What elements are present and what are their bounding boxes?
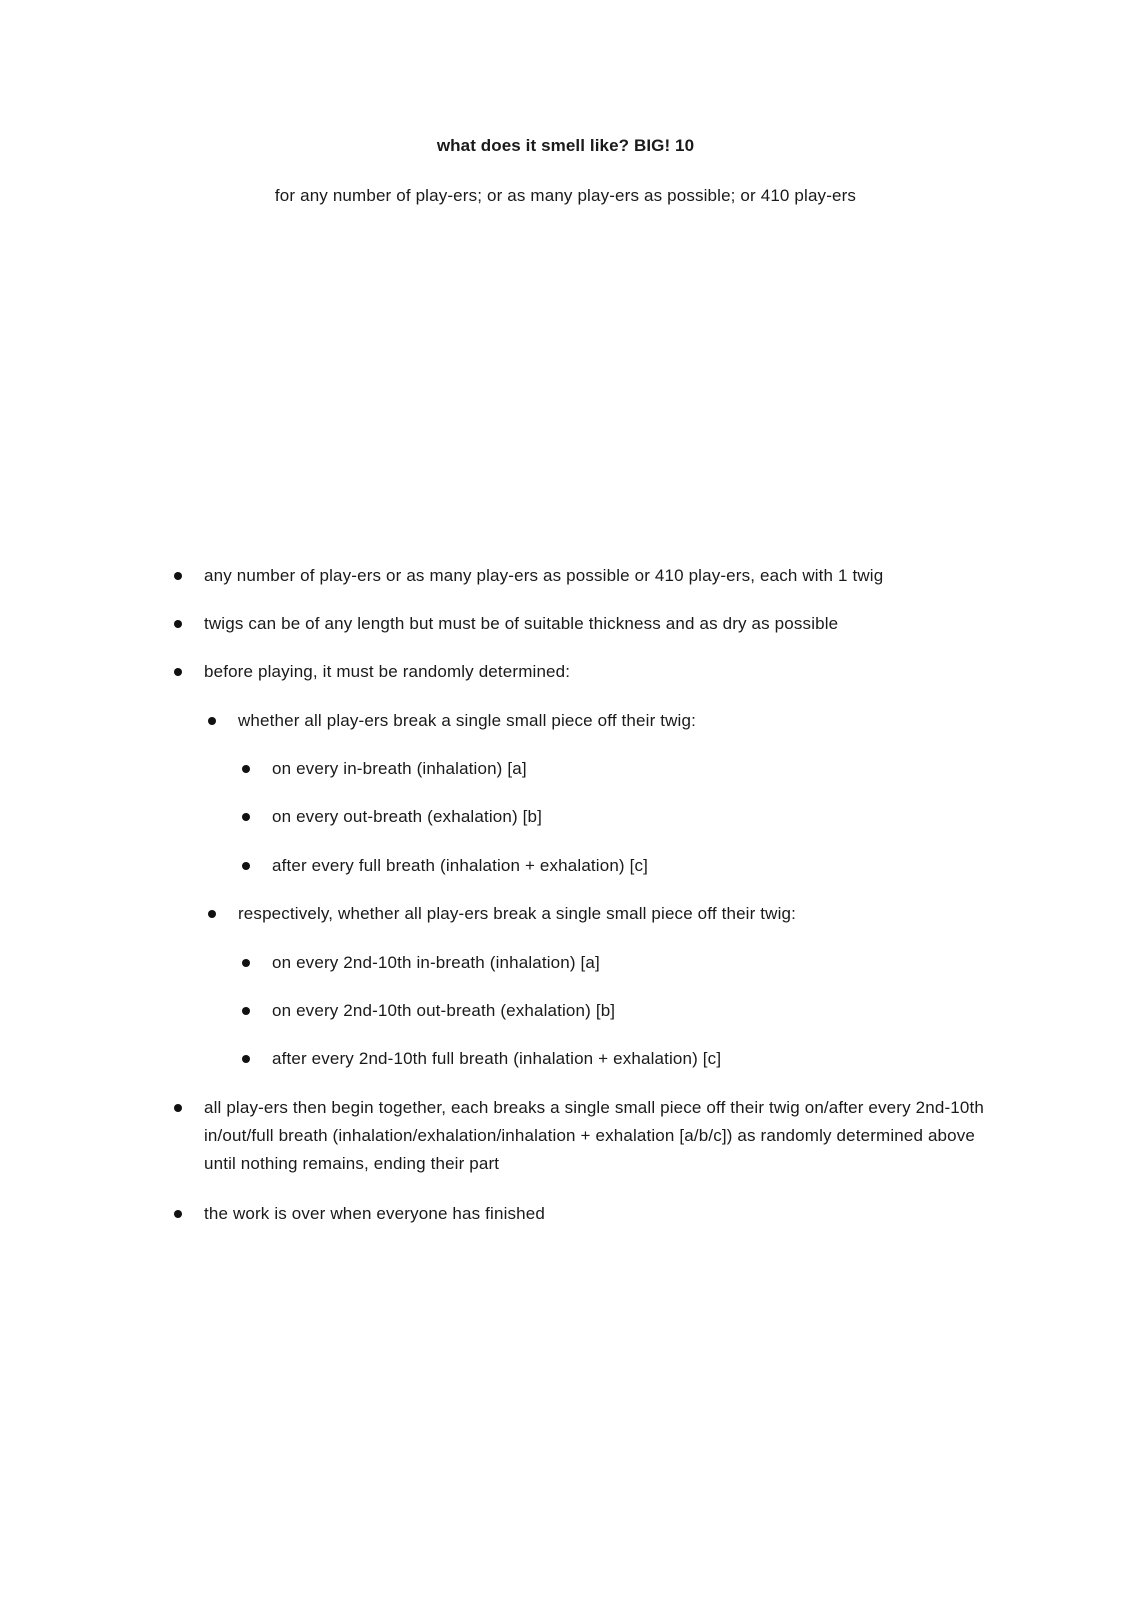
list-item (272, 949, 992, 977)
bullet-icon (174, 1104, 182, 1112)
bullet-icon (242, 862, 250, 870)
bullet-icon (174, 620, 182, 628)
list-item-text: all play-ers then begin together, each breaks a single small piece off their twig on/after every 2nd-10th in/out/full breath (inhalation/exhalation/inhalation + exhalation [a/b/c]) as randomly determined above until nothing remains, ending their part (204, 1098, 984, 1173)
list-item (272, 755, 992, 783)
list-item-text: the work is over when everyone has finished (204, 1204, 545, 1223)
bullet-icon (208, 910, 216, 918)
list-item-text: on every 2nd-10th in-breath (inhalation) [a] (272, 953, 600, 972)
bullet-icon (174, 572, 182, 580)
list-item (204, 658, 994, 686)
bullet-icon (174, 1210, 182, 1218)
list-item (272, 852, 992, 880)
list-item (204, 562, 994, 590)
list-item (238, 900, 998, 928)
page-subtitle: for any number of play-ers; or as many play-ers as possible; or 410 play-ers (274, 186, 857, 205)
list-item (204, 1094, 994, 1178)
list-item-text: before playing, it must be randomly determined: (204, 662, 571, 681)
bullet-icon (242, 1007, 250, 1015)
bullet-icon (242, 765, 250, 773)
list-item (238, 707, 998, 735)
list-item (204, 1200, 994, 1228)
list-item-text: any number of play-ers or as many play-ers as possible or 410 play-ers, each with 1 twig (204, 566, 884, 585)
bullet-icon (242, 813, 250, 821)
list-item-text: on every out-breath (exhalation) [b] (272, 807, 542, 826)
list-item-text: on every 2nd-10th out-breath (exhalation) [b] (272, 1001, 616, 1020)
list-item-text: twigs can be of any length but must be of suitable thickness and as dry as possible (204, 614, 839, 633)
list-item-text: whether all play-ers break a single small piece off their twig: (238, 711, 696, 730)
list-item (272, 997, 992, 1025)
page-title: what does it smell like? BIG! 10 (436, 136, 695, 155)
list-item (272, 803, 992, 831)
bullet-icon (208, 717, 216, 725)
bullet-icon (242, 959, 250, 967)
list-item-text: on every in-breath (inhalation) [a] (272, 759, 527, 778)
list-item-text: after every full breath (inhalation + exhalation) [c] (272, 856, 649, 875)
list-item-text: respectively, whether all play-ers break a single small piece off their twig: (238, 904, 796, 923)
list-item (204, 610, 994, 638)
list-item (272, 1045, 992, 1073)
bullet-icon (242, 1055, 250, 1063)
bullet-icon (174, 668, 182, 676)
list-item-text: after every 2nd-10th full breath (inhalation + exhalation) [c] (272, 1049, 722, 1068)
